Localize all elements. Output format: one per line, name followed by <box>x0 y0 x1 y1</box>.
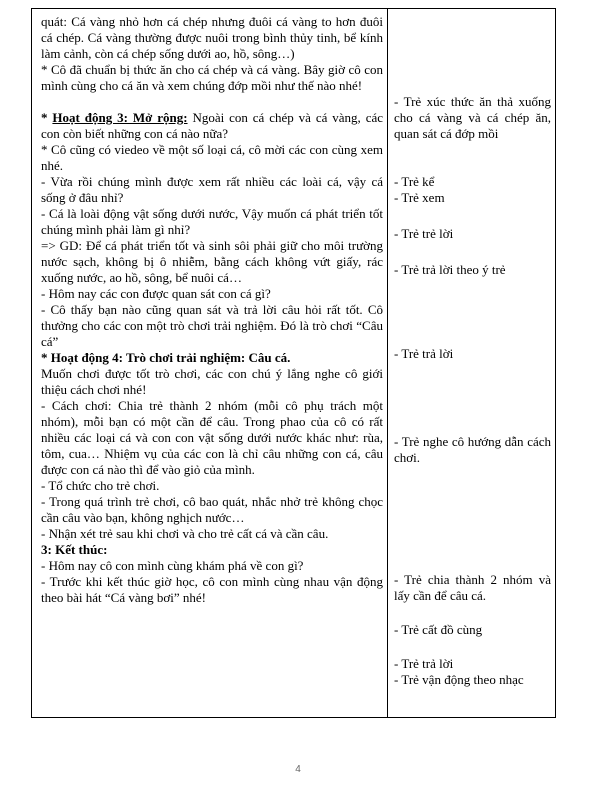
conclusion-heading: 3: Kết thúc: <box>41 542 108 557</box>
child-response: - Trẻ xem <box>394 190 445 205</box>
bullet-star: * <box>41 110 53 125</box>
activity-4-heading: * Hoạt động 4: Trò chơi trải nghiệm: Câu cá. <box>41 350 291 365</box>
paragraph: - Trong quá trình trẻ chơi, cô bao quát, nhắc nhở trẻ không chọc cần câu vào bạn, không nghịch nước… <box>41 494 383 525</box>
paragraph: Muốn chơi được tốt trò chơi, các con chú ý lắng nghe cô giới thiệu cách chơi nhé! <box>41 366 383 397</box>
activity-3-heading: Hoạt động 3: Mở rộng: <box>52 110 188 125</box>
child-response: - Trẻ vận động theo nhạc <box>394 672 524 687</box>
paragraph: * Cô đã chuẩn bị thức ăn cho cá chép và cá vàng. Bây giờ cô con mình cùng cho cá ăn và xem chúng đớp mồi như thế nào nhé! <box>41 62 383 93</box>
paragraph: quát: Cá vàng nhỏ hơn cá chép nhưng đuôi cá vàng to hơn đuôi cá chép. Cá vàng thường được nuôi trong bình thủy tinh, bể kính làm cảnh, còn cá chép sống dưới ao, hồ, sông…) <box>41 14 383 61</box>
paragraph: - Nhận xét trẻ sau khi chơi và cho trẻ cất cá và cần câu. <box>41 526 329 541</box>
column-divider <box>387 9 388 717</box>
teacher-activities-column <box>41 14 383 606</box>
child-response: - Trẻ nghe cô hướng dẫn cách chơi. <box>394 434 551 465</box>
spacer <box>41 94 383 110</box>
page-number: 4 <box>295 764 301 775</box>
child-response: - Trẻ trả lời <box>394 346 454 361</box>
paragraph: - Cách chơi: Chia trẻ thành 2 nhóm (mỗi cô phụ trách một nhóm), mỗi bạn có một cần để câu. Trong phao của cô có rất nhiều các loại cá và con con vật sống dưới nước khác như: rùa, tôm, cua… Nhiệm vụ của các con là chỉ câu những con cá, câu được con cá nào thì để vào giỏ của mình. <box>41 398 383 477</box>
activity-table <box>31 8 556 718</box>
paragraph: * Cô cũng có viedeo về một số loại cá, cô mời các con cùng xem nhé. <box>41 142 383 173</box>
paragraph: - Trước khi kết thúc giờ học, cô con mình cùng nhau vận động theo bài hát “Cá vàng bơi” nhé! <box>41 574 383 605</box>
paragraph: - Vừa rồi chúng mình được xem rất nhiều các loài cá, vậy cá sống ở đâu nhỉ? <box>41 174 383 205</box>
child-response: - Trẻ chia thành 2 nhóm và lấy cần để câu cá. <box>394 572 551 603</box>
paragraph: - Cá là loài động vật sống dưới nước, Vậy muốn cá phát triển tốt chúng mình phải làm gì nhỉ? <box>41 206 383 237</box>
child-response: - Trẻ trả lời <box>394 656 454 671</box>
activity-3-text: Ngoài con cá chép và cá vàng, các con còn biết những con cá nào nữa? <box>41 110 384 141</box>
child-response: - Trẻ trẻ lời <box>394 226 454 241</box>
activity-3-paragraph <box>41 110 383 142</box>
child-response: - Trẻ trả lời theo ý trẻ <box>394 262 506 277</box>
child-response: - Trẻ kể <box>394 174 435 189</box>
paragraph: - Cô thấy bạn nào cũng quan sát và trả lời câu hỏi rất tốt. Cô thưởng cho các con một trò chơi trải nghiệm. Đó là trò chơi “Câu cá” <box>41 302 383 349</box>
child-response: - Trẻ cất đồ cùng <box>394 622 483 637</box>
paragraph: - Tổ chức cho trẻ chơi. <box>41 478 160 493</box>
paragraph: - Hôm nay các con được quan sát con cá gì? <box>41 286 271 301</box>
child-response: - Trẻ xúc thức ăn thả xuống cho cá vàng và cá chép ăn, quan sát cá đớp mồi <box>394 94 551 141</box>
paragraph: - Hôm nay cô con mình cùng khám phá về con gì? <box>41 558 304 573</box>
paragraph: => GD: Để cá phát triển tốt và sinh sôi phải giữ cho môi trường nước sạch, không bị ô nhiễm, bằng cách không vứt giấy, rác xuống nước, ao hồ, sông, bể nuôi cá… <box>41 238 383 285</box>
document-page <box>31 8 556 718</box>
